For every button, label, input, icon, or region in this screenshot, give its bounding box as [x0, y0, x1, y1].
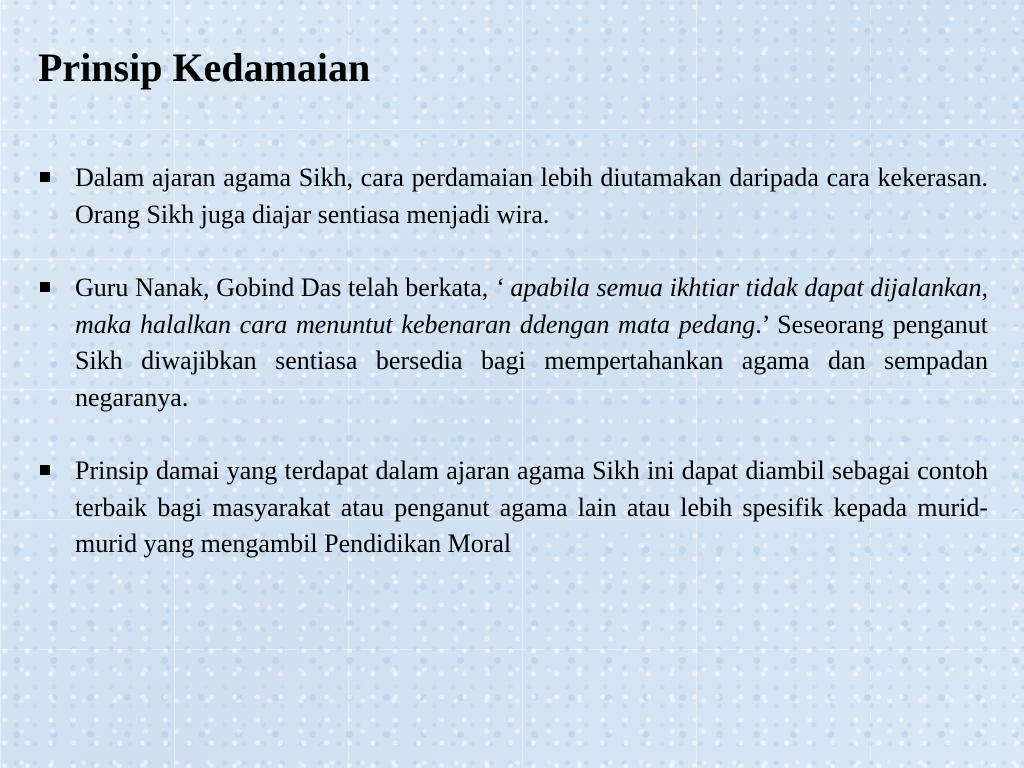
- bullet-text-intro: Guru Nanak, Gobind Das telah berkata,: [75, 273, 495, 302]
- bullet-text: Prinsip damai yang terdapat dalam ajaran agama Sikh ini dapat diambil sebagai contoh terbaik bagi masyarakat atau penganut agama lain atau lebih spesifik kepada murid-murid yang mengambil Pendidikan Moral: [75, 456, 988, 558]
- bullet-text: [75, 273, 988, 412]
- bullet-item-2: [38, 270, 988, 416]
- slide-title: Prinsip Kedamaian: [38, 45, 371, 90]
- square-bullet-icon: [40, 172, 50, 182]
- bullet-item-3: [38, 453, 988, 563]
- bullet-text-continuation: .’ Seseorang penganut Sikh diwajibkan sentiasa bersedia bagi mempertahankan agama dan sempadan negaranya.: [75, 309, 989, 412]
- bullet-list: [38, 160, 988, 563]
- bullet-text: Dalam ajaran agama Sikh, cara perdamaian lebih diutamakan daripada cara kekerasan. Orang Sikh juga diajar sentiasa menjadi wira.: [75, 163, 988, 229]
- square-bullet-icon: [40, 282, 50, 292]
- quote-text: ‘ apabila semua ikhtiar tidak dapat dijalankan, maka halalkan cara menuntut kebenaran ddengan mata pedang: [75, 273, 988, 339]
- bullet-item-1: [38, 160, 988, 233]
- square-bullet-icon: [40, 465, 50, 475]
